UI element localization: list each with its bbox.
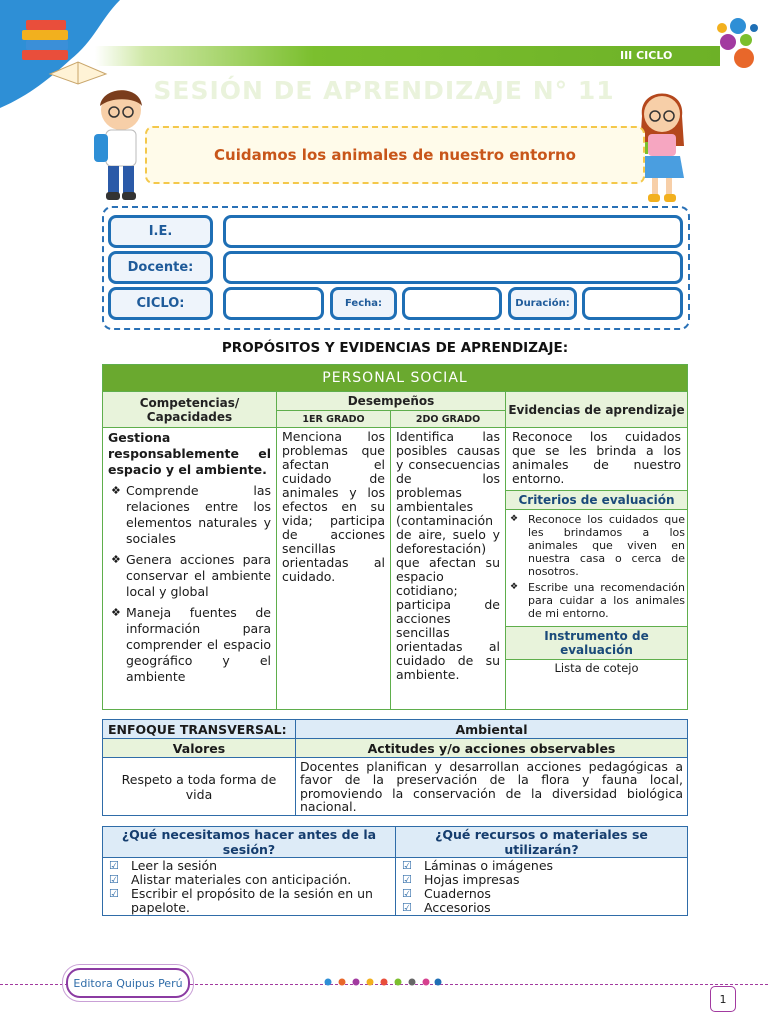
desempeno-grado-2: Identifica las posibles causas y consecuencias de los problemas ambientales (contaminación de aire, suelo y deforestación) que afectan su espacio cotidiano; participa de acciones sencillas orientadas al cuidado de su ambiente. xyxy=(391,428,506,710)
evidencias-cell xyxy=(506,428,688,710)
checkbox-icon: ☑ xyxy=(402,887,412,900)
criterios-heading: Criterios de evaluación xyxy=(506,490,687,510)
col-grado-2: 2DO GRADO xyxy=(391,411,506,428)
docente-input[interactable] xyxy=(223,251,683,284)
col-antes: ¿Qué necesitamos hacer antes de la sesión? xyxy=(103,827,396,858)
col-desempenos: Desempeños xyxy=(277,392,506,411)
col-valores: Valores xyxy=(103,739,296,758)
enfoque-value: Ambiental xyxy=(296,720,688,739)
boy-character-icon xyxy=(92,84,150,204)
antes-list xyxy=(103,858,396,916)
list-item: ☑ Láminas o imágenes xyxy=(402,858,554,873)
enfoque-label: ENFOQUE TRANSVERSAL: xyxy=(103,720,296,739)
checkbox-icon: ☑ xyxy=(109,873,119,886)
criterio-item: ❖ Escribe una recomendación para cuidar a los animales de mi entorno. xyxy=(510,581,685,620)
color-drops-icon xyxy=(322,976,442,992)
col-evidencias: Evidencias de aprendizaje xyxy=(506,392,688,428)
checkbox-icon: ☑ xyxy=(402,859,412,872)
valor-cell: Respeto a toda forma de vida xyxy=(103,758,296,816)
instrumento-heading: Instrumento de evaluación xyxy=(506,626,687,660)
checkbox-icon: ☑ xyxy=(109,859,119,872)
color-dots-icon xyxy=(714,14,766,74)
session-title: SESIÓN DE APRENDIZAJE N° 11 xyxy=(153,76,615,105)
list-item: ☑ Leer la sesión xyxy=(109,858,218,873)
propositos-heading: PROPÓSITOS Y EVIDENCIAS DE APRENDIZAJE: xyxy=(221,340,569,356)
col-grado-1: 1ER GRADO xyxy=(277,411,391,428)
diamond-bullet-icon: ❖ xyxy=(111,553,121,566)
page-number: 1 xyxy=(710,986,736,1012)
instrumento-text: Lista de cotejo xyxy=(554,661,639,675)
capacidad-item: ❖ Maneja fuentes de información para comprender el espacio geográfico y el ambiente xyxy=(108,605,271,685)
diamond-bullet-icon: ❖ xyxy=(510,514,519,524)
ie-label: I.E. xyxy=(108,215,213,248)
evidencia-text: Reconoce los cuidados que se les brinda a los animales de nuestro entorno. xyxy=(512,429,681,486)
fecha-label: Fecha: xyxy=(330,287,397,320)
checkbox-icon: ☑ xyxy=(402,901,412,914)
list-item: ☑ Accesorios xyxy=(402,900,491,915)
capacidad-item: ❖ Comprende las relaciones entre los elementos naturales y sociales xyxy=(108,483,271,547)
actitud-cell: Docentes planifican y desarrollan acciones pedagógicas a favor de la preservación de la flora y fauna local, promoviendo la conservación de la diversidad biológica nacional. xyxy=(296,758,688,816)
recursos-list xyxy=(396,858,688,916)
capacidad-item: ❖ Genera acciones para conservar el ambiente local y global xyxy=(108,552,271,600)
area-header: PERSONAL SOCIAL xyxy=(103,365,688,392)
ciclo-input[interactable] xyxy=(223,287,324,320)
list-item: ☑ Alistar materiales con anticipación. xyxy=(109,872,352,887)
enfoque-table xyxy=(102,719,688,816)
criterio-item: ❖ Reconoce los cuidados que les brindamos a los animales que viven en nuestra casa o cerca de nosotros. xyxy=(510,513,685,578)
desempeno-grado-1: Menciona los problemas que afectan el cuidado de animales y los efectos en su vida; participa de acciones sencillas orientadas al cuidado. xyxy=(277,428,391,710)
ie-input[interactable] xyxy=(223,215,683,248)
list-item: ☑ Escribir el propósito de la sesión en un papelote. xyxy=(109,886,373,915)
competencia-title: Gestiona responsablemente el espacio y el ambiente. xyxy=(108,430,271,477)
diamond-bullet-icon: ❖ xyxy=(111,484,121,497)
checkbox-icon: ☑ xyxy=(402,873,412,886)
fecha-input[interactable] xyxy=(402,287,502,320)
ciclo-tag: III CICLO xyxy=(620,49,673,62)
checkbox-icon: ☑ xyxy=(109,887,119,900)
docente-label: Docente: xyxy=(108,251,213,284)
duracion-label: Duración: xyxy=(508,287,577,320)
ciclo-label: CICLO: xyxy=(108,287,213,320)
duracion-input[interactable] xyxy=(582,287,683,320)
diamond-bullet-icon: ❖ xyxy=(111,606,121,619)
propositos-table xyxy=(102,364,688,710)
topic-title: Cuidamos los animales de nuestro entorno xyxy=(214,146,576,164)
col-actitudes: Actitudes y/o acciones observables xyxy=(296,739,688,758)
topic-box xyxy=(145,126,645,184)
col-competencias: Competencias/ Capacidades xyxy=(103,392,277,428)
list-item: ☑ Hojas impresas xyxy=(402,872,520,887)
col-recursos: ¿Qué recursos o materiales se utilizarán? xyxy=(396,827,688,858)
footer-brand: Editora Quipus Perú xyxy=(66,968,190,998)
diamond-bullet-icon: ❖ xyxy=(510,582,519,592)
list-item: ☑ Cuadernos xyxy=(402,886,491,901)
preparacion-table xyxy=(102,826,688,916)
competencia-cell xyxy=(103,428,277,710)
